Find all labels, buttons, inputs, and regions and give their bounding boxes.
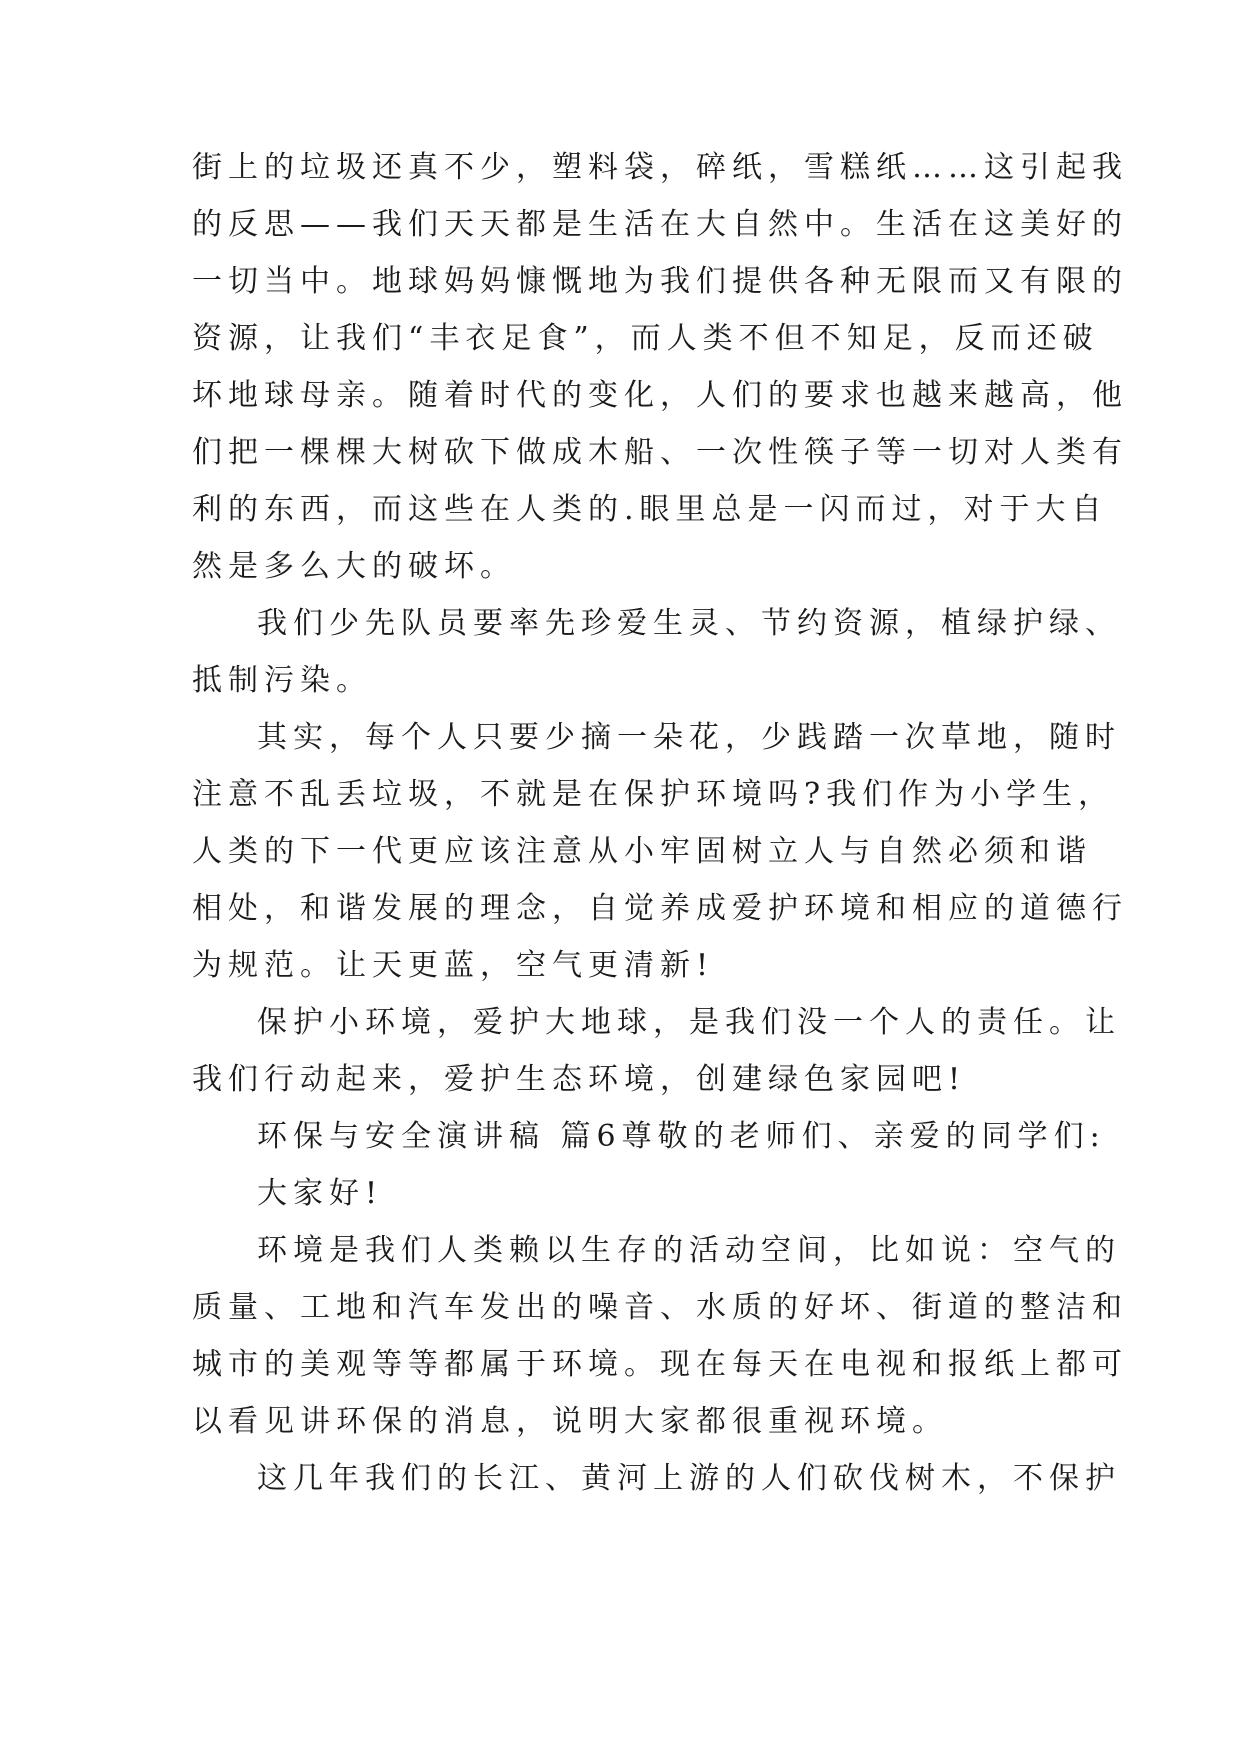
text-line: 以看见讲环保的消息，说明大家都很重视环境。 xyxy=(192,1404,948,1439)
text-line: 资源，让我们“丰衣足食”，而人类不但不知足，反而还破 xyxy=(192,321,1099,356)
text-line: 们把一棵棵大树砍下做成木船、一次性筷子等一切对人类有 xyxy=(192,435,1128,470)
text-line: 质量、工地和汽车发出的噪音、水质的好坏、街道的整洁和 xyxy=(192,1290,1128,1325)
text-line: 利的东西，而这些在人类的.眼里总是一闪而过，对于大自 xyxy=(192,492,1108,527)
text-line: 为规范。让天更蓝，空气更清新! xyxy=(192,948,715,983)
text-line: 环境是我们人类赖以生存的活动空间，比如说：空气的 xyxy=(257,1233,1121,1268)
text-line: 这几年我们的长江、黄河上游的人们砍伐树木，不保护 xyxy=(257,1461,1121,1496)
greeting-line: 大家好! xyxy=(257,1176,384,1211)
text-line: 城市的美观等等都属于环境。现在每天在电视和报纸上都可 xyxy=(192,1347,1128,1382)
text-line: 的反思——我们天天都是生活在大自然中。生活在这美好的 xyxy=(192,207,1128,242)
text-line: 我们行动起来，爱护生态环境，创建绿色家园吧! xyxy=(192,1062,967,1097)
text-line: 人类的下一代更应该注意从小牢固树立人与自然必须和谐 xyxy=(192,834,1092,869)
section-heading: 环保与安全演讲稿 篇6尊敬的老师们、亲爱的同学们: xyxy=(257,1119,1106,1154)
text-line: 我们少先队员要率先珍爱生灵、节约资源，植绿护绿、 xyxy=(257,606,1121,641)
text-line: 坏地球母亲。随着时代的变化，人们的要求也越来越高，他 xyxy=(192,378,1128,413)
text-line: 一切当中。地球妈妈慷慨地为我们提供各种无限而又有限的 xyxy=(192,264,1128,299)
text-line: 保护小环境，爱护大地球，是我们没一个人的责任。让 xyxy=(257,1005,1121,1040)
text-line: 相处，和谐发展的理念，自觉养成爱护环境和相应的道德行 xyxy=(192,891,1128,926)
text-line: 注意不乱丢垃圾，不就是在保护环境吗?我们作为小学生， xyxy=(192,777,1115,812)
text-line: 然是多么大的破坏。 xyxy=(192,549,516,584)
text-line: 其实，每个人只要少摘一朵花，少践踏一次草地，随时 xyxy=(257,720,1121,755)
text-line: 抵制污染。 xyxy=(192,663,372,698)
text-line: 街上的垃圾还真不少，塑料袋，碎纸，雪糕纸……这引起我 xyxy=(192,150,1128,185)
